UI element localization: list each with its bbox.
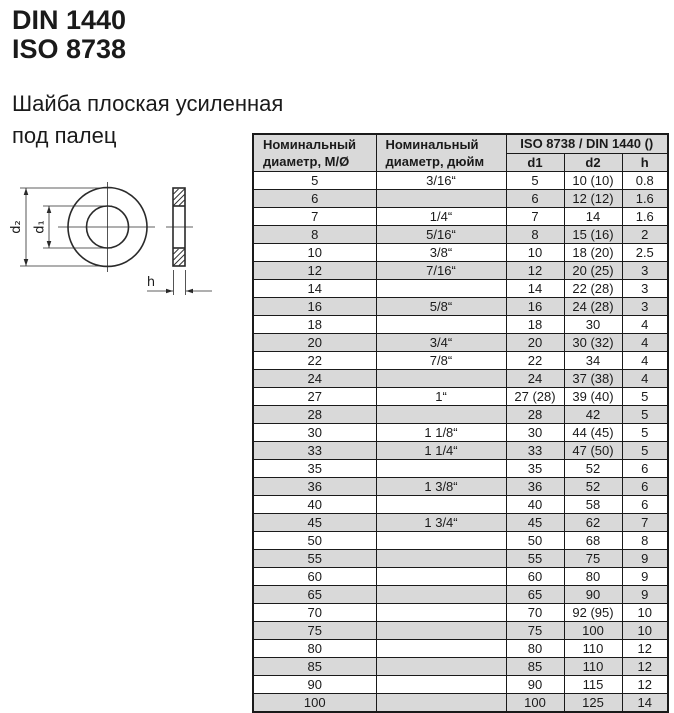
table-cell: 1“ xyxy=(376,387,506,405)
table-cell: 100 xyxy=(253,693,376,712)
table-cell xyxy=(376,315,506,333)
table-cell xyxy=(376,495,506,513)
d1-dimension-label: d₁ xyxy=(32,220,48,234)
table-cell: 33 xyxy=(506,441,564,459)
table-cell: 70 xyxy=(253,603,376,621)
product-title xyxy=(12,88,283,152)
table-cell: 55 xyxy=(253,549,376,567)
header-col2-line2: диаметр, дюйм xyxy=(385,153,485,169)
table-row xyxy=(253,423,668,441)
table-cell: 68 xyxy=(564,531,622,549)
table-row xyxy=(253,297,668,315)
header-col2-line1: Номинальный xyxy=(385,136,479,152)
table-cell xyxy=(376,279,506,297)
table-cell: 10 xyxy=(506,243,564,261)
h-dimension-label: h xyxy=(146,275,156,290)
table-cell: 80 xyxy=(506,639,564,657)
h-dimension xyxy=(147,270,212,295)
table-cell: 3/8“ xyxy=(376,243,506,261)
table-cell: 80 xyxy=(253,639,376,657)
table-cell: 6 xyxy=(253,189,376,207)
table-cell xyxy=(376,675,506,693)
table-row xyxy=(253,171,668,189)
table-cell xyxy=(376,531,506,549)
table-row xyxy=(253,189,668,207)
table-cell: 6 xyxy=(622,477,668,495)
header-nominal-diameter-metric xyxy=(253,134,376,171)
washer-drawing xyxy=(0,175,220,305)
washer-side-view xyxy=(166,188,193,266)
table-cell: 92 (95) xyxy=(564,603,622,621)
table-cell: 3 xyxy=(622,279,668,297)
table-cell: 9 xyxy=(622,549,668,567)
standard-iso: ISO 8738 xyxy=(12,34,127,64)
table-cell xyxy=(376,369,506,387)
table-cell: 6 xyxy=(622,495,668,513)
table-row xyxy=(253,207,668,225)
table-cell: 15 (16) xyxy=(564,225,622,243)
table-cell: 55 xyxy=(506,549,564,567)
table-cell: 60 xyxy=(506,567,564,585)
table-cell: 5 xyxy=(622,441,668,459)
table-cell: 58 xyxy=(564,495,622,513)
table-cell: 5 xyxy=(622,405,668,423)
table-row xyxy=(253,477,668,495)
table-row xyxy=(253,531,668,549)
table-cell: 10 (10) xyxy=(564,171,622,189)
table-cell: 28 xyxy=(506,405,564,423)
header-standard-group: ISO 8738 / DIN 1440 () xyxy=(506,134,668,153)
table-cell: 30 xyxy=(564,315,622,333)
table-cell: 50 xyxy=(253,531,376,549)
table-cell: 100 xyxy=(506,693,564,712)
table-cell: 36 xyxy=(253,477,376,495)
table-cell: 1 3/8“ xyxy=(376,477,506,495)
table-cell: 5 xyxy=(253,171,376,189)
table-cell: 5/16“ xyxy=(376,225,506,243)
table-cell: 115 xyxy=(564,675,622,693)
table-row xyxy=(253,639,668,657)
table-cell: 42 xyxy=(564,405,622,423)
table-cell: 7/16“ xyxy=(376,261,506,279)
table-cell: 40 xyxy=(506,495,564,513)
table-cell: 3 xyxy=(622,261,668,279)
table-cell: 3/16“ xyxy=(376,171,506,189)
table-cell: 39 (40) xyxy=(564,387,622,405)
table-cell: 7 xyxy=(622,513,668,531)
table-cell: 22 xyxy=(253,351,376,369)
table-cell: 100 xyxy=(564,621,622,639)
table-row xyxy=(253,621,668,639)
table-row xyxy=(253,567,668,585)
table-cell: 24 (28) xyxy=(564,297,622,315)
table-row xyxy=(253,693,668,712)
table-cell: 3/4“ xyxy=(376,333,506,351)
table-cell: 65 xyxy=(506,585,564,603)
table-cell: 80 xyxy=(564,567,622,585)
table-cell: 8 xyxy=(506,225,564,243)
table-cell: 14 xyxy=(253,279,376,297)
table-cell xyxy=(376,585,506,603)
table-cell: 10 xyxy=(622,621,668,639)
table-cell: 28 xyxy=(253,405,376,423)
table-cell: 18 (20) xyxy=(564,243,622,261)
header-h: h xyxy=(622,153,668,171)
table-cell: 20 xyxy=(253,333,376,351)
washer-front-view xyxy=(58,182,155,272)
table-cell: 40 xyxy=(253,495,376,513)
table-cell: 1.6 xyxy=(622,189,668,207)
table-cell: 0.8 xyxy=(622,171,668,189)
table-cell: 62 xyxy=(564,513,622,531)
table-cell: 1.6 xyxy=(622,207,668,225)
table-cell: 22 xyxy=(506,351,564,369)
table-cell xyxy=(376,405,506,423)
table-cell: 14 xyxy=(506,279,564,297)
table-cell: 5/8“ xyxy=(376,297,506,315)
header-d1: d1 xyxy=(506,153,564,171)
table-cell: 9 xyxy=(622,585,668,603)
table-row xyxy=(253,675,668,693)
table-cell: 4 xyxy=(622,369,668,387)
table-cell: 14 xyxy=(564,207,622,225)
table-cell: 5 xyxy=(622,423,668,441)
table-cell: 70 xyxy=(506,603,564,621)
table-cell: 14 xyxy=(622,693,668,712)
table-cell xyxy=(376,549,506,567)
standard-din: DIN 1440 xyxy=(12,5,127,35)
table-cell: 20 xyxy=(506,333,564,351)
d2-dimension-label: d₂ xyxy=(9,220,24,234)
table-cell: 90 xyxy=(564,585,622,603)
table-row xyxy=(253,369,668,387)
table-cell: 4 xyxy=(622,315,668,333)
table-cell: 27 xyxy=(253,387,376,405)
table-row xyxy=(253,315,668,333)
header-d2: d2 xyxy=(564,153,622,171)
table-cell: 18 xyxy=(253,315,376,333)
table-cell: 24 xyxy=(506,369,564,387)
table-cell: 2 xyxy=(622,225,668,243)
table-cell: 16 xyxy=(506,297,564,315)
table-row xyxy=(253,459,668,477)
table-cell: 52 xyxy=(564,477,622,495)
washer-drawing-svg xyxy=(0,175,220,305)
table-row xyxy=(253,243,668,261)
table-row xyxy=(253,225,668,243)
table-cell: 8 xyxy=(253,225,376,243)
table-cell: 12 xyxy=(253,261,376,279)
table-cell: 6 xyxy=(506,189,564,207)
product-title-line-2: под палец xyxy=(12,123,117,148)
table-cell: 30 (32) xyxy=(564,333,622,351)
table-cell: 44 (45) xyxy=(564,423,622,441)
table-row xyxy=(253,405,668,423)
table-cell: 3 xyxy=(622,297,668,315)
table-row xyxy=(253,513,668,531)
table-cell: 1/4“ xyxy=(376,207,506,225)
table-cell: 12 xyxy=(506,261,564,279)
table-cell: 85 xyxy=(506,657,564,675)
table-row xyxy=(253,351,668,369)
table-cell: 47 (50) xyxy=(564,441,622,459)
washer-dimensions-table xyxy=(252,133,669,713)
table-cell xyxy=(376,459,506,477)
product-title-line-1: Шайба плоская усиленная xyxy=(12,91,284,116)
table-cell: 6 xyxy=(622,459,668,477)
table-cell: 5 xyxy=(506,171,564,189)
standards-block xyxy=(12,6,126,64)
table-cell: 12 xyxy=(622,657,668,675)
table-cell: 75 xyxy=(564,549,622,567)
table-cell: 90 xyxy=(506,675,564,693)
table-row xyxy=(253,333,668,351)
table-cell xyxy=(376,657,506,675)
table-row xyxy=(253,603,668,621)
table-cell: 10 xyxy=(622,603,668,621)
table-row xyxy=(253,279,668,297)
table-cell: 24 xyxy=(253,369,376,387)
table-cell: 20 (25) xyxy=(564,261,622,279)
table-cell: 1 1/4“ xyxy=(376,441,506,459)
washer-table-body xyxy=(253,171,668,712)
table-cell: 75 xyxy=(506,621,564,639)
table-row xyxy=(253,495,668,513)
table-cell: 10 xyxy=(253,243,376,261)
table-cell: 110 xyxy=(564,657,622,675)
table-cell: 9 xyxy=(622,567,668,585)
table-cell xyxy=(376,567,506,585)
table-cell: 12 (12) xyxy=(564,189,622,207)
table-cell: 90 xyxy=(253,675,376,693)
table-cell: 22 (28) xyxy=(564,279,622,297)
table-cell: 33 xyxy=(253,441,376,459)
table-cell xyxy=(376,639,506,657)
table-cell: 50 xyxy=(506,531,564,549)
table-row xyxy=(253,657,668,675)
table-header xyxy=(253,134,668,171)
table-cell: 85 xyxy=(253,657,376,675)
table-cell xyxy=(376,189,506,207)
table-cell: 75 xyxy=(253,621,376,639)
table-row xyxy=(253,549,668,567)
table-row xyxy=(253,585,668,603)
table-cell: 60 xyxy=(253,567,376,585)
table-cell: 125 xyxy=(564,693,622,712)
table-row xyxy=(253,387,668,405)
table-cell: 36 xyxy=(506,477,564,495)
table-row xyxy=(253,261,668,279)
table-cell: 2.5 xyxy=(622,243,668,261)
table-cell: 37 (38) xyxy=(564,369,622,387)
table-cell: 35 xyxy=(506,459,564,477)
table-cell: 110 xyxy=(564,639,622,657)
header-col1-line1: Номинальный xyxy=(263,136,357,152)
table-cell xyxy=(376,603,506,621)
table-cell: 12 xyxy=(622,639,668,657)
table-cell: 4 xyxy=(622,351,668,369)
table-cell: 5 xyxy=(622,387,668,405)
section-hatch-top xyxy=(174,189,185,206)
table-cell: 34 xyxy=(564,351,622,369)
table-cell: 52 xyxy=(564,459,622,477)
table-cell: 35 xyxy=(253,459,376,477)
header-col1-line2: диаметр, М/Ø xyxy=(263,153,350,169)
table-cell: 45 xyxy=(506,513,564,531)
table-cell: 7 xyxy=(253,207,376,225)
table-cell xyxy=(376,693,506,712)
table-row xyxy=(253,441,668,459)
table-cell: 7 xyxy=(506,207,564,225)
table-cell: 27 (28) xyxy=(506,387,564,405)
section-hatch-bottom xyxy=(174,249,185,266)
table-cell: 30 xyxy=(253,423,376,441)
table-cell: 16 xyxy=(253,297,376,315)
table-cell: 12 xyxy=(622,675,668,693)
table-cell: 65 xyxy=(253,585,376,603)
table-cell: 7/8“ xyxy=(376,351,506,369)
table-cell: 30 xyxy=(506,423,564,441)
table-cell: 8 xyxy=(622,531,668,549)
table-cell: 45 xyxy=(253,513,376,531)
table-cell: 4 xyxy=(622,333,668,351)
table-cell: 1 1/8“ xyxy=(376,423,506,441)
table-cell xyxy=(376,621,506,639)
header-nominal-diameter-inch xyxy=(376,134,506,171)
table-cell: 18 xyxy=(506,315,564,333)
table-cell: 1 3/4“ xyxy=(376,513,506,531)
